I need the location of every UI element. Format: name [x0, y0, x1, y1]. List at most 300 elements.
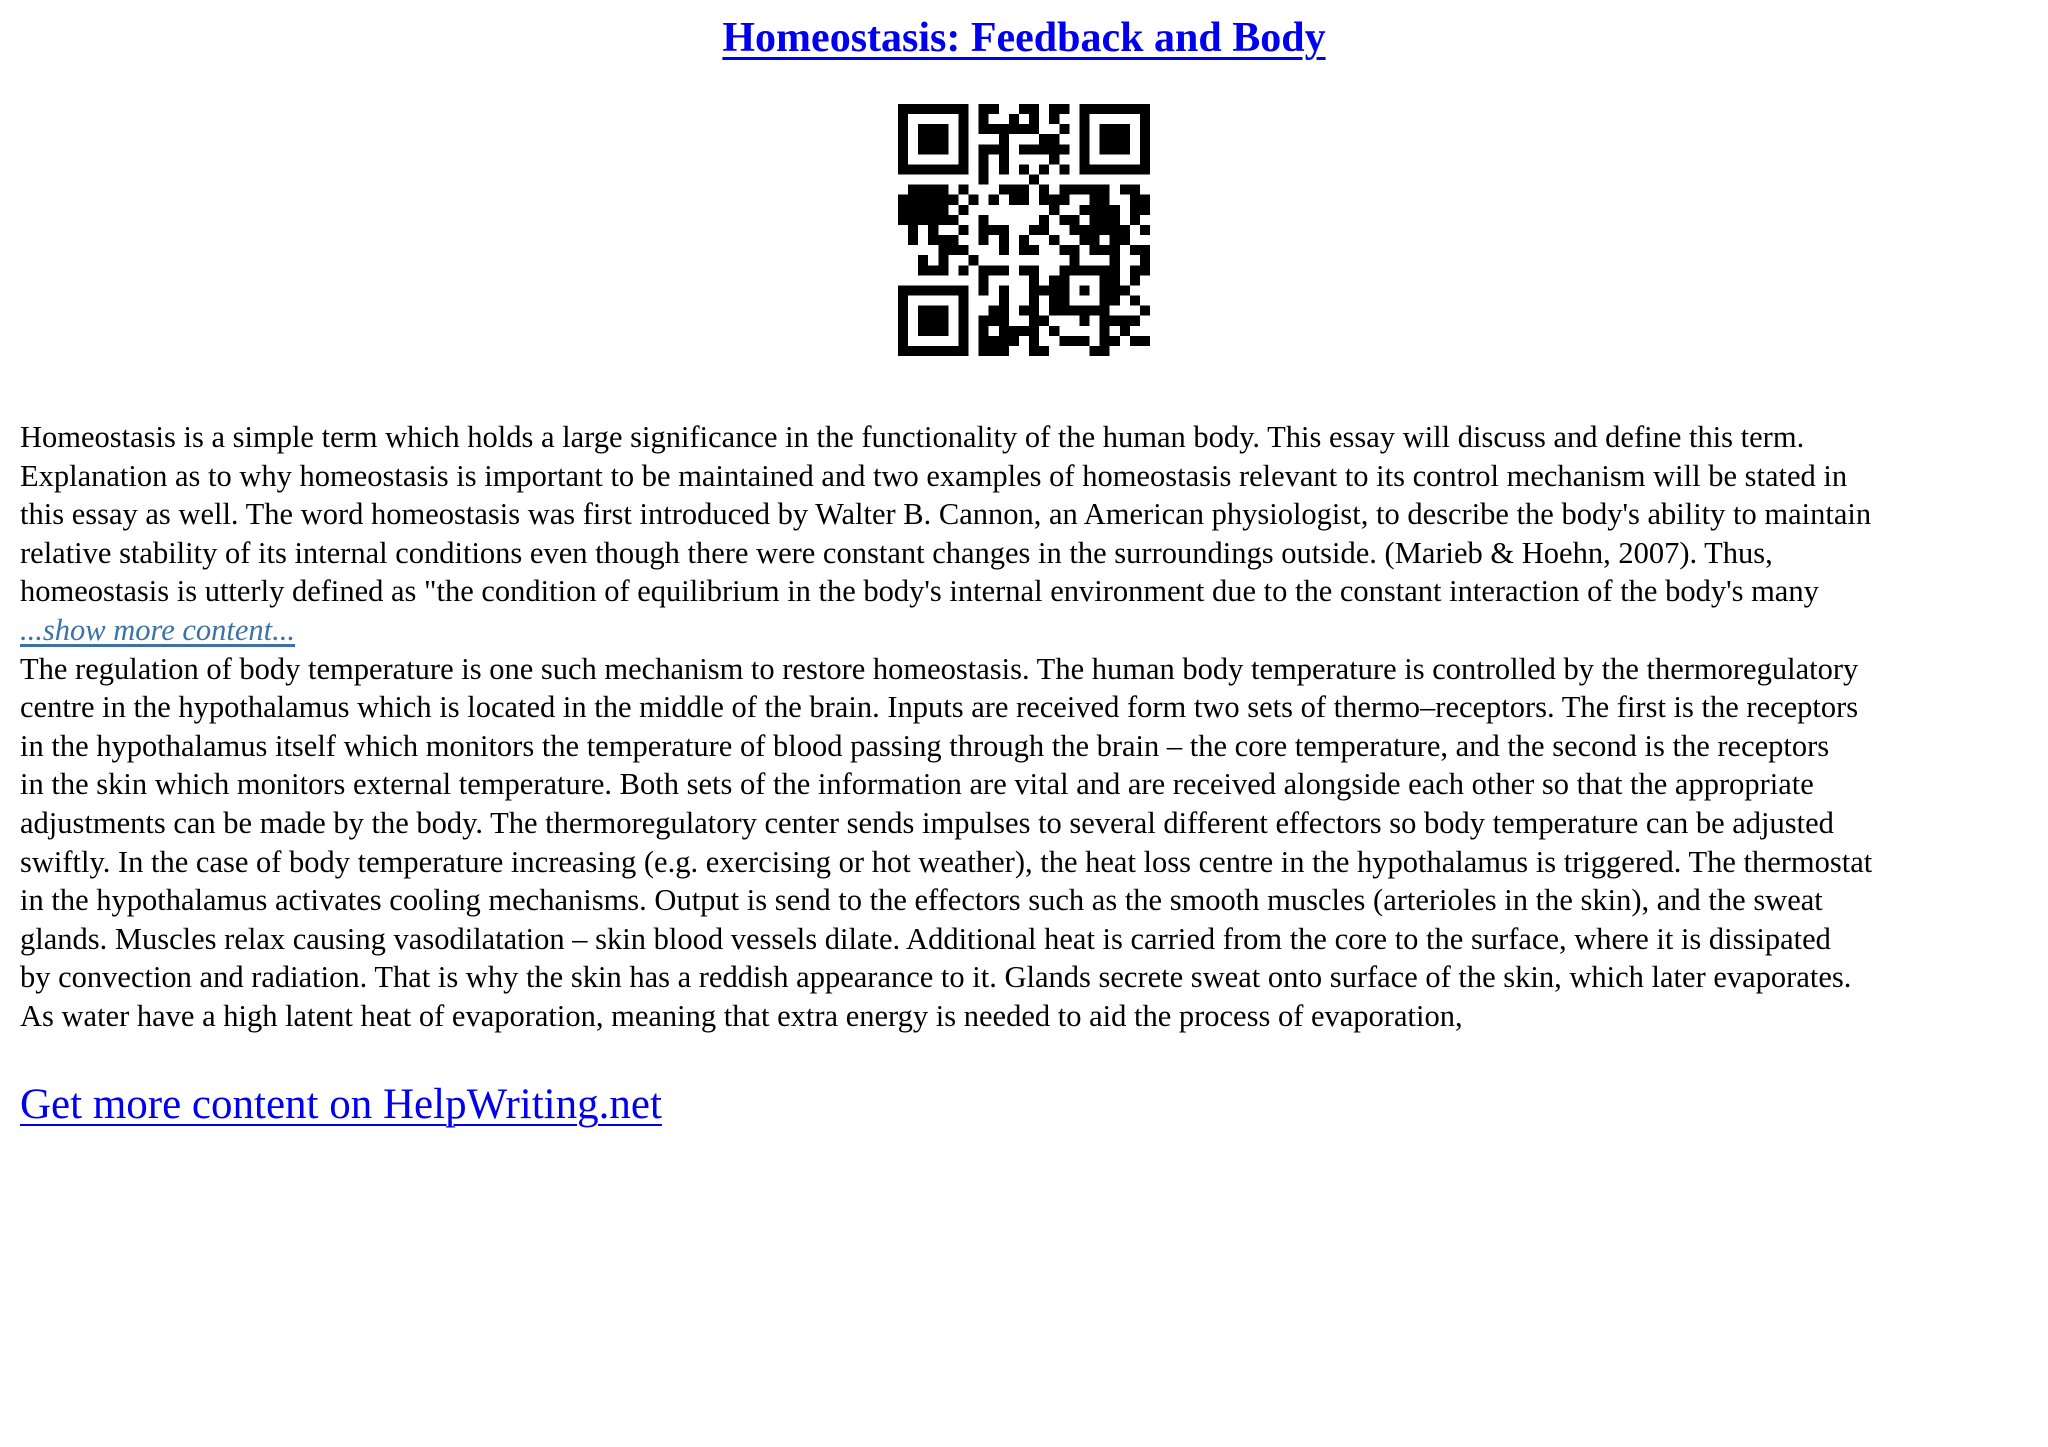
qr-module	[1079, 285, 1089, 295]
qr-module	[1090, 185, 1100, 195]
qr-module	[1009, 326, 1019, 336]
qr-module	[1069, 265, 1079, 275]
qr-module	[1079, 336, 1089, 346]
qr-module	[999, 185, 1009, 195]
qr-module	[1110, 225, 1120, 235]
qr-module	[908, 235, 918, 245]
qr-module	[958, 245, 968, 255]
qr-module	[1100, 124, 1110, 134]
qr-module	[1140, 225, 1150, 235]
qr-module	[948, 104, 958, 114]
qr-module	[1049, 306, 1059, 316]
qr-module	[1110, 124, 1120, 134]
qr-module	[1029, 225, 1039, 235]
qr-module	[1090, 306, 1100, 316]
qr-module	[928, 164, 938, 174]
qr-module	[918, 104, 928, 114]
qr-module	[948, 164, 958, 174]
qr-module	[948, 245, 958, 255]
qr-module	[908, 285, 918, 295]
qr-module	[1049, 195, 1059, 205]
qr-module	[1100, 306, 1110, 316]
qr-module	[938, 265, 948, 275]
qr-module	[979, 144, 989, 154]
qr-module	[1100, 285, 1110, 295]
qr-module	[1059, 185, 1069, 195]
qr-module	[1140, 205, 1150, 215]
qr-module	[1049, 235, 1059, 245]
qr-module	[1039, 144, 1049, 154]
qr-module	[938, 164, 948, 174]
text-line: Explanation as to why homeostasis is important to be maintained and two examples of homeostasis relevant to its control mechanism will be stated in	[20, 458, 1848, 493]
qr-module	[1130, 195, 1140, 205]
qr-module	[1090, 195, 1100, 205]
qr-module	[918, 326, 928, 336]
qr-module	[1049, 144, 1059, 154]
qr-module	[958, 316, 968, 326]
qr-module	[1100, 346, 1110, 356]
qr-module	[928, 205, 938, 215]
qr-module	[928, 134, 938, 144]
text-line: centre in the hypothalamus which is located in the middle of the brain. Inputs are received form two sets of thermo–receptors. The first is the receptors	[20, 690, 1859, 725]
qr-module	[918, 124, 928, 134]
qr-module	[1069, 255, 1079, 265]
qr-module	[1039, 185, 1049, 195]
qr-module	[918, 185, 928, 195]
qr-module	[1029, 296, 1039, 306]
qr-module	[898, 164, 908, 174]
qr-module	[928, 225, 938, 235]
qr-module	[1059, 296, 1069, 306]
qr-module	[999, 235, 1009, 245]
qr-module	[928, 185, 938, 195]
qr-module	[1049, 114, 1059, 124]
qr-module	[1100, 205, 1110, 215]
qr-module	[1100, 336, 1110, 346]
qr-module	[1130, 316, 1140, 326]
paragraph-intro	[20, 418, 2032, 611]
qr-module	[1140, 144, 1150, 154]
qr-module	[1029, 316, 1039, 326]
qr-module	[999, 326, 1009, 336]
qr-module	[928, 285, 938, 295]
qr-module	[1069, 306, 1079, 316]
qr-module	[938, 326, 948, 336]
qr-module	[979, 225, 989, 235]
qr-module	[1039, 164, 1049, 174]
qr-module	[1029, 175, 1039, 185]
qr-module	[1090, 235, 1100, 245]
document-title-link[interactable]: Homeostasis: Feedback and Body	[722, 15, 1326, 61]
qr-module	[999, 134, 1009, 144]
qr-module	[969, 255, 979, 265]
qr-module	[958, 346, 968, 356]
qr-module	[1090, 346, 1100, 356]
qr-module	[1029, 265, 1039, 275]
qr-module	[1100, 275, 1110, 285]
qr-module	[1110, 316, 1120, 326]
qr-module	[1120, 235, 1130, 245]
qr-module	[1069, 215, 1079, 225]
text-line: in the skin which monitors external temperature. Both sets of the information are vital and are received alongside each other so that the appropriate	[20, 767, 1814, 802]
qr-module	[908, 195, 918, 205]
qr-module	[1090, 164, 1100, 174]
qr-module	[1140, 306, 1150, 316]
qr-module	[938, 144, 948, 154]
qr-module	[1110, 144, 1120, 154]
qr-module	[1100, 316, 1110, 326]
qr-module	[1110, 296, 1120, 306]
qr-module	[958, 154, 968, 164]
qr-module	[999, 225, 1009, 235]
qr-module	[1120, 225, 1130, 235]
qr-module	[1079, 134, 1089, 144]
qr-module	[1009, 195, 1019, 205]
qr-module	[918, 285, 928, 295]
qr-module	[938, 306, 948, 316]
qr-module	[1100, 225, 1110, 235]
qr-module	[928, 235, 938, 245]
essay-body	[20, 418, 2032, 1036]
qr-module	[979, 104, 989, 114]
qr-module	[1140, 164, 1150, 174]
qr-module	[1059, 285, 1069, 295]
text-line: As water have a high latent heat of evaporation, meaning that extra energy is needed to aid the process of evaporation,	[20, 998, 1463, 1033]
qr-module	[989, 104, 999, 114]
qr-module	[1049, 285, 1059, 295]
qr-module	[1059, 124, 1069, 134]
qr-module	[979, 316, 989, 326]
text-line: adjustments can be made by the body. The thermoregulatory center sends impulses to several different effectors so body temperature can be adjusted	[20, 805, 1834, 840]
qr-module	[1130, 336, 1140, 346]
qr-module	[1130, 205, 1140, 215]
qr-module	[938, 255, 948, 265]
qr-module	[918, 346, 928, 356]
qr-module	[989, 336, 999, 346]
qr-module	[1090, 225, 1100, 235]
qr-module	[1079, 316, 1089, 326]
qr-module	[1130, 185, 1140, 195]
qr-module	[979, 154, 989, 164]
qr-module	[989, 306, 999, 316]
qr-code-icon	[898, 104, 1150, 356]
qr-module	[1009, 124, 1019, 134]
qr-module	[928, 316, 938, 326]
qr-module	[1110, 265, 1120, 275]
text-line: homeostasis is utterly defined as "the condition of equilibrium in the body's internal environment due to the constant interaction of the body's many	[20, 574, 1819, 609]
qr-module	[898, 154, 908, 164]
qr-module	[1140, 104, 1150, 114]
get-more-content-link[interactable]: Get more content on HelpWriting.net	[20, 1081, 662, 1128]
qr-module	[989, 144, 999, 154]
qr-module	[898, 124, 908, 134]
qr-module	[1059, 275, 1069, 285]
qr-module	[1029, 275, 1039, 285]
qr-module	[1110, 245, 1120, 255]
qr-module	[918, 195, 928, 205]
qr-module	[1049, 134, 1059, 144]
qr-module	[938, 104, 948, 114]
qr-module	[1079, 144, 1089, 154]
qr-module	[928, 104, 938, 114]
qr-module	[1100, 185, 1110, 195]
qr-module	[1029, 346, 1039, 356]
text-line: Homeostasis is a simple term which holds a large significance in the functionality of the human body. This essay will discuss and define this term.	[20, 420, 1805, 454]
qr-module	[938, 215, 948, 225]
qr-module	[1100, 326, 1110, 336]
qr-module	[1100, 134, 1110, 144]
qr-module	[1120, 316, 1130, 326]
qr-module	[918, 205, 928, 215]
qr-module	[1029, 104, 1039, 114]
qr-module	[999, 144, 1009, 154]
qr-module	[1110, 104, 1120, 114]
qr-module	[1079, 114, 1089, 124]
qr-module	[969, 195, 979, 205]
qr-module	[1120, 144, 1130, 154]
qr-module	[979, 285, 989, 295]
qr-module	[1049, 154, 1059, 164]
text-line: in the hypothalamus itself which monitors the temperature of blood passing through the brain – the core temperature, and the second is the receptors	[20, 728, 1830, 763]
qr-module	[908, 215, 918, 225]
qr-module	[898, 144, 908, 154]
qr-module	[979, 336, 989, 346]
qr-module	[979, 164, 989, 174]
qr-module	[1009, 336, 1019, 346]
qr-module	[1140, 245, 1150, 255]
qr-module	[928, 326, 938, 336]
qr-module	[979, 265, 989, 275]
qr-module	[1079, 225, 1089, 235]
qr-module	[948, 215, 958, 225]
qr-module	[1100, 104, 1110, 114]
qr-module	[938, 285, 948, 295]
qr-module	[1079, 205, 1089, 215]
qr-module	[928, 306, 938, 316]
qr-module	[1130, 265, 1140, 275]
qr-module	[928, 195, 938, 205]
qr-module	[1049, 296, 1059, 306]
qr-module	[1110, 164, 1120, 174]
qr-module	[898, 326, 908, 336]
qr-module	[999, 265, 1009, 275]
qr-module	[1120, 326, 1130, 336]
qr-module	[958, 336, 968, 346]
qr-module	[1140, 336, 1150, 346]
qr-module	[898, 306, 908, 316]
qr-module	[1019, 124, 1029, 134]
qr-module	[958, 265, 968, 275]
qr-module	[938, 124, 948, 134]
qr-module	[1039, 215, 1049, 225]
title-container	[0, 14, 2048, 62]
qr-module	[938, 185, 948, 195]
qr-module	[958, 185, 968, 195]
qr-module	[1079, 185, 1089, 195]
qr-module	[938, 346, 948, 356]
qr-module	[918, 306, 928, 316]
qr-module	[1029, 285, 1039, 295]
qr-module	[999, 164, 1009, 174]
qr-module	[928, 144, 938, 154]
qr-module	[1130, 104, 1140, 114]
qr-module	[1029, 124, 1039, 134]
qr-module	[908, 346, 918, 356]
qr-module	[1140, 265, 1150, 275]
qr-module	[1100, 164, 1110, 174]
qr-module	[908, 185, 918, 195]
qr-module	[1079, 154, 1089, 164]
qr-module	[898, 316, 908, 326]
paragraph-temperature	[20, 650, 2032, 1036]
qr-module	[1059, 265, 1069, 275]
qr-module	[979, 275, 989, 285]
qr-module	[999, 316, 1009, 326]
qr-module	[1059, 336, 1069, 346]
qr-code-graphic	[898, 104, 1150, 356]
qr-module	[958, 306, 968, 316]
qr-module	[1110, 235, 1120, 245]
qr-module	[928, 215, 938, 225]
qr-module	[1110, 336, 1120, 346]
qr-module	[908, 205, 918, 215]
qr-module	[948, 195, 958, 205]
qr-module	[1049, 326, 1059, 336]
qr-module	[1019, 235, 1029, 245]
qr-module	[908, 225, 918, 235]
qr-module	[898, 296, 908, 306]
qr-module	[1120, 185, 1130, 195]
qr-module	[1059, 164, 1069, 174]
qr-module	[999, 336, 1009, 346]
qr-module	[1110, 275, 1120, 285]
qr-module	[1120, 104, 1130, 114]
qr-module	[1039, 134, 1049, 144]
qr-module	[1059, 245, 1069, 255]
qr-module	[958, 134, 968, 144]
qr-module	[958, 124, 968, 134]
qr-module	[1029, 326, 1039, 336]
text-line: this essay as well. The word homeostasis was first introduced by Walter B. Cannon, an American physiologist, to describe the body's ability to maintain	[20, 497, 1872, 532]
text-line: swiftly. In the case of body temperature increasing (e.g. exercising or hot weather), the heat loss centre in the hypothalamus is triggered. The thermostat	[20, 844, 1873, 879]
qr-module	[1130, 215, 1140, 225]
qr-module	[1039, 316, 1049, 326]
qr-module	[979, 215, 989, 225]
qr-module	[1069, 336, 1079, 346]
qr-module	[1130, 164, 1140, 174]
qr-module	[1130, 245, 1140, 255]
qr-module	[1019, 245, 1029, 255]
qr-module	[928, 265, 938, 275]
qr-module	[1019, 195, 1029, 205]
qr-module	[999, 306, 1009, 316]
qr-module	[958, 225, 968, 235]
qr-module	[938, 195, 948, 205]
qr-module	[898, 346, 908, 356]
text-line: relative stability of its internal conditions even though there were constant changes in the surroundings outside. (Marieb & Hoehn, 2007). Thus,	[20, 535, 1773, 570]
text-line: The regulation of body temperature is one such mechanism to restore homeostasis. The human body temperature is controlled by the thermoregulatory	[20, 651, 1859, 686]
qr-module	[1019, 164, 1029, 174]
text-line: glands. Muscles relax causing vasodilatation – skin blood vessels dilate. Additional heat is carried from the core to the surface, where it is dissipated	[20, 921, 1831, 956]
qr-module	[958, 144, 968, 154]
text-line: by convection and radiation. That is why the skin has a reddish appearance to it. Glands secrete sweat onto surface of the skin, which later evaporates.	[20, 960, 1852, 995]
qr-module	[979, 114, 989, 124]
qr-module	[979, 124, 989, 134]
qr-module	[958, 285, 968, 295]
qr-module	[958, 326, 968, 336]
qr-module	[898, 114, 908, 124]
qr-module	[1130, 296, 1140, 306]
qr-module	[1059, 104, 1069, 114]
qr-module	[1059, 144, 1069, 154]
qr-module	[989, 225, 999, 235]
qr-module	[948, 235, 958, 245]
qr-module	[1140, 195, 1150, 205]
qr-module	[1009, 185, 1019, 195]
qr-module	[898, 205, 908, 215]
qr-module	[1140, 255, 1150, 265]
qr-module	[918, 316, 928, 326]
qr-module	[1069, 245, 1079, 255]
qr-module	[1059, 195, 1069, 205]
qr-module	[1019, 326, 1029, 336]
qr-module	[1069, 225, 1079, 235]
qr-module	[1140, 114, 1150, 124]
qr-module	[1090, 245, 1100, 255]
qr-module	[1079, 265, 1089, 275]
qr-module	[1069, 185, 1079, 195]
qr-module	[1120, 124, 1130, 134]
qr-module	[1049, 205, 1059, 215]
qr-module	[1079, 104, 1089, 114]
qr-module	[1029, 144, 1039, 154]
qr-module	[928, 346, 938, 356]
qr-module	[999, 285, 1009, 295]
qr-module	[958, 296, 968, 306]
qr-module	[918, 164, 928, 174]
qr-module	[918, 144, 928, 154]
show-more-link[interactable]: ...show more content...	[20, 612, 296, 647]
qr-module	[898, 195, 908, 205]
qr-module	[989, 195, 999, 205]
qr-module	[918, 255, 928, 265]
qr-module	[1090, 205, 1100, 215]
qr-module	[898, 336, 908, 346]
qr-module	[1019, 104, 1029, 114]
qr-module	[1120, 285, 1130, 295]
qr-module	[1090, 104, 1100, 114]
qr-module	[908, 164, 918, 174]
qr-module	[979, 235, 989, 245]
qr-module	[979, 326, 989, 336]
qr-module	[938, 134, 948, 144]
qr-module	[1100, 215, 1110, 225]
qr-module	[1120, 164, 1130, 174]
qr-module	[1009, 114, 1019, 124]
qr-module	[1039, 346, 1049, 356]
qr-module	[999, 154, 1009, 164]
qr-module	[1100, 245, 1110, 255]
qr-module	[1039, 225, 1049, 235]
qr-module	[979, 346, 989, 356]
qr-module	[1100, 195, 1110, 205]
qr-module	[1079, 164, 1089, 174]
qr-module	[938, 205, 948, 215]
qr-module	[938, 245, 948, 255]
qr-module	[1059, 215, 1069, 225]
qr-module	[898, 134, 908, 144]
qr-module	[1019, 306, 1029, 316]
